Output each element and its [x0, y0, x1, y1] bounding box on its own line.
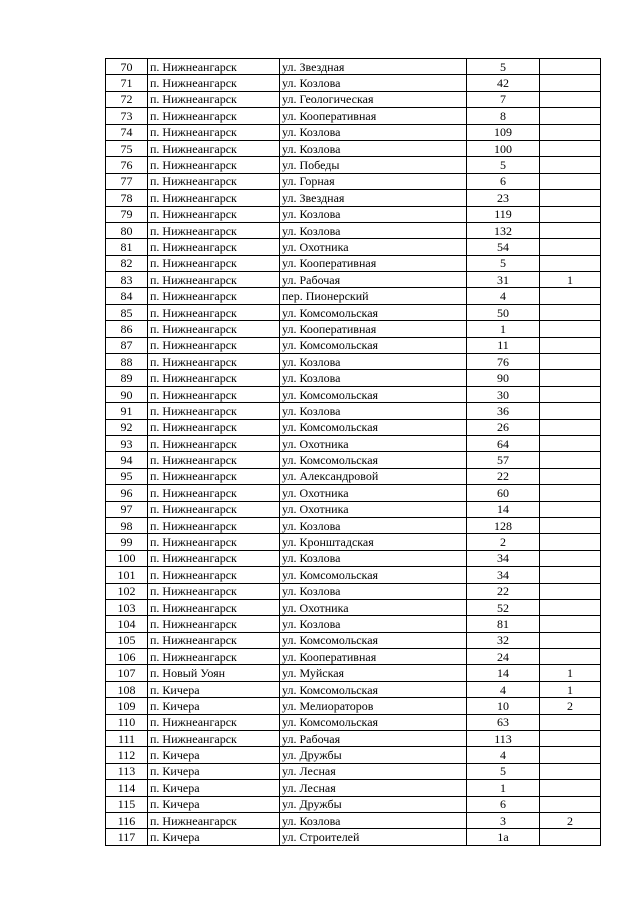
house-number-cell: 128	[467, 517, 540, 533]
row-number: 96	[106, 485, 148, 501]
extra-count-cell	[540, 468, 601, 484]
house-number-cell: 1	[467, 780, 540, 796]
house-number-cell: 36	[467, 403, 540, 419]
extra-count-cell	[540, 567, 601, 583]
row-number: 116	[106, 812, 148, 828]
row-number: 87	[106, 337, 148, 353]
settlement-cell: п. Нижнеангарск	[148, 255, 280, 271]
house-number-cell: 64	[467, 435, 540, 451]
settlement-cell: п. Нижнеангарск	[148, 272, 280, 288]
table-row	[106, 534, 601, 550]
row-number: 89	[106, 370, 148, 386]
settlement-cell: п. Кичера	[148, 747, 280, 763]
settlement-cell: п. Нижнеангарск	[148, 206, 280, 222]
row-number: 74	[106, 124, 148, 140]
street-cell: ул. Комсомольская	[280, 386, 467, 402]
street-cell: ул. Комсомольская	[280, 419, 467, 435]
row-number: 86	[106, 321, 148, 337]
street-cell: ул. Геологическая	[280, 91, 467, 107]
extra-count-cell	[540, 747, 601, 763]
table-row	[106, 354, 601, 370]
street-cell: ул. Комсомольская	[280, 567, 467, 583]
extra-count-cell	[540, 632, 601, 648]
extra-count-cell: 1	[540, 272, 601, 288]
address-table	[105, 58, 601, 846]
table-row	[106, 140, 601, 156]
street-cell: ул. Козлова	[280, 222, 467, 238]
table-row	[106, 747, 601, 763]
house-number-cell: 76	[467, 354, 540, 370]
street-cell: ул. Дружбы	[280, 747, 467, 763]
street-cell: ул. Козлова	[280, 403, 467, 419]
house-number-cell: 6	[467, 173, 540, 189]
settlement-cell: п. Нижнеангарск	[148, 468, 280, 484]
settlement-cell: п. Нижнеангарск	[148, 632, 280, 648]
settlement-cell: п. Нижнеангарск	[148, 321, 280, 337]
settlement-cell: п. Нижнеангарск	[148, 812, 280, 828]
table-row	[106, 583, 601, 599]
street-cell: ул. Козлова	[280, 124, 467, 140]
table-row	[106, 75, 601, 91]
table-row	[106, 419, 601, 435]
street-cell: ул. Дружбы	[280, 796, 467, 812]
row-number: 105	[106, 632, 148, 648]
row-number: 76	[106, 157, 148, 173]
street-cell: ул. Лесная	[280, 763, 467, 779]
row-number: 82	[106, 255, 148, 271]
settlement-cell: п. Кичера	[148, 681, 280, 697]
extra-count-cell	[540, 190, 601, 206]
settlement-cell: п. Нижнеангарск	[148, 304, 280, 320]
settlement-cell: п. Нижнеангарск	[148, 108, 280, 124]
street-cell: ул. Охотника	[280, 485, 467, 501]
street-cell: ул. Кооперативная	[280, 255, 467, 271]
settlement-cell: п. Нижнеангарск	[148, 354, 280, 370]
settlement-cell: п. Нижнеангарск	[148, 403, 280, 419]
house-number-cell: 22	[467, 468, 540, 484]
street-cell: ул. Кооперативная	[280, 649, 467, 665]
settlement-cell: п. Нижнеангарск	[148, 91, 280, 107]
table-row	[106, 108, 601, 124]
settlement-cell: п. Нижнеангарск	[148, 517, 280, 533]
table-row	[106, 632, 601, 648]
house-number-cell: 63	[467, 714, 540, 730]
street-cell: ул. Кронштадская	[280, 534, 467, 550]
street-cell: ул. Рабочая	[280, 272, 467, 288]
settlement-cell: п. Нижнеангарск	[148, 75, 280, 91]
row-number: 103	[106, 599, 148, 615]
table-row	[106, 321, 601, 337]
extra-count-cell	[540, 616, 601, 632]
house-number-cell: 23	[467, 190, 540, 206]
extra-count-cell	[540, 829, 601, 845]
extra-count-cell	[540, 304, 601, 320]
street-cell: ул. Комсомольская	[280, 452, 467, 468]
house-number-cell: 57	[467, 452, 540, 468]
extra-count-cell	[540, 370, 601, 386]
row-number: 106	[106, 649, 148, 665]
settlement-cell: п. Нижнеангарск	[148, 337, 280, 353]
row-number: 85	[106, 304, 148, 320]
table-row	[106, 452, 601, 468]
street-cell: ул. Рабочая	[280, 731, 467, 747]
street-cell: пер. Пионерский	[280, 288, 467, 304]
house-number-cell: 4	[467, 288, 540, 304]
row-number: 78	[106, 190, 148, 206]
house-number-cell: 4	[467, 681, 540, 697]
house-number-cell: 24	[467, 649, 540, 665]
house-number-cell: 5	[467, 763, 540, 779]
row-number: 75	[106, 140, 148, 156]
settlement-cell: п. Нижнеангарск	[148, 124, 280, 140]
house-number-cell: 5	[467, 59, 540, 75]
street-cell: ул. Козлова	[280, 583, 467, 599]
settlement-cell: п. Нижнеангарск	[148, 157, 280, 173]
street-cell: ул. Охотника	[280, 239, 467, 255]
row-number: 113	[106, 763, 148, 779]
house-number-cell: 54	[467, 239, 540, 255]
table-row	[106, 124, 601, 140]
table-row	[106, 681, 601, 697]
extra-count-cell	[540, 780, 601, 796]
house-number-cell: 42	[467, 75, 540, 91]
row-number: 93	[106, 435, 148, 451]
street-cell: ул. Кооперативная	[280, 321, 467, 337]
table-row	[106, 698, 601, 714]
table-row	[106, 714, 601, 730]
street-cell: ул. Козлова	[280, 354, 467, 370]
street-cell: ул. Козлова	[280, 206, 467, 222]
row-number: 72	[106, 91, 148, 107]
row-number: 94	[106, 452, 148, 468]
table-row	[106, 517, 601, 533]
house-number-cell: 11	[467, 337, 540, 353]
extra-count-cell	[540, 337, 601, 353]
table-row	[106, 386, 601, 402]
table-row	[106, 337, 601, 353]
extra-count-cell	[540, 452, 601, 468]
extra-count-cell	[540, 714, 601, 730]
street-cell: ул. Мелиораторов	[280, 698, 467, 714]
street-cell: ул. Комсомольская	[280, 681, 467, 697]
house-number-cell: 10	[467, 698, 540, 714]
extra-count-cell	[540, 435, 601, 451]
street-cell: ул. Кооперативная	[280, 108, 467, 124]
extra-count-cell	[540, 108, 601, 124]
house-number-cell: 81	[467, 616, 540, 632]
row-number: 117	[106, 829, 148, 845]
row-number: 110	[106, 714, 148, 730]
house-number-cell: 2	[467, 534, 540, 550]
extra-count-cell	[540, 288, 601, 304]
house-number-cell: 1	[467, 321, 540, 337]
row-number: 92	[106, 419, 148, 435]
house-number-cell: 6	[467, 796, 540, 812]
table-row	[106, 59, 601, 75]
house-number-cell: 34	[467, 567, 540, 583]
house-number-cell: 100	[467, 140, 540, 156]
settlement-cell: п. Нижнеангарск	[148, 714, 280, 730]
house-number-cell: 22	[467, 583, 540, 599]
extra-count-cell	[540, 419, 601, 435]
street-cell: ул. Строителей	[280, 829, 467, 845]
row-number: 83	[106, 272, 148, 288]
row-number: 99	[106, 534, 148, 550]
table-row	[106, 255, 601, 271]
table-row	[106, 829, 601, 845]
house-number-cell: 5	[467, 157, 540, 173]
extra-count-cell: 1	[540, 681, 601, 697]
table-row	[106, 272, 601, 288]
house-number-cell: 90	[467, 370, 540, 386]
row-number: 88	[106, 354, 148, 370]
extra-count-cell	[540, 206, 601, 222]
house-number-cell: 119	[467, 206, 540, 222]
house-number-cell: 14	[467, 501, 540, 517]
settlement-cell: п. Нижнеангарск	[148, 567, 280, 583]
house-number-cell: 52	[467, 599, 540, 615]
extra-count-cell	[540, 731, 601, 747]
row-number: 98	[106, 517, 148, 533]
street-cell: ул. Охотника	[280, 501, 467, 517]
extra-count-cell	[540, 403, 601, 419]
extra-count-cell	[540, 485, 601, 501]
settlement-cell: п. Кичера	[148, 780, 280, 796]
extra-count-cell	[540, 649, 601, 665]
street-cell: ул. Горная	[280, 173, 467, 189]
extra-count-cell	[540, 239, 601, 255]
house-number-cell: 31	[467, 272, 540, 288]
settlement-cell: п. Нижнеангарск	[148, 140, 280, 156]
table-row	[106, 812, 601, 828]
extra-count-cell	[540, 501, 601, 517]
settlement-cell: п. Нижнеангарск	[148, 485, 280, 501]
settlement-cell: п. Нижнеангарск	[148, 452, 280, 468]
table-row	[106, 731, 601, 747]
table-row	[106, 468, 601, 484]
table-row	[106, 649, 601, 665]
address-table-body	[106, 59, 601, 846]
street-cell: ул. Охотника	[280, 599, 467, 615]
house-number-cell: 34	[467, 550, 540, 566]
extra-count-cell: 2	[540, 698, 601, 714]
extra-count-cell	[540, 386, 601, 402]
row-number: 70	[106, 59, 148, 75]
table-row	[106, 206, 601, 222]
settlement-cell: п. Нижнеангарск	[148, 616, 280, 632]
street-cell: ул. Александровой	[280, 468, 467, 484]
settlement-cell: п. Нижнеангарск	[148, 288, 280, 304]
table-row	[106, 501, 601, 517]
settlement-cell: п. Нижнеангарск	[148, 731, 280, 747]
extra-count-cell	[540, 75, 601, 91]
street-cell: ул. Лесная	[280, 780, 467, 796]
settlement-cell: п. Нижнеангарск	[148, 534, 280, 550]
street-cell: ул. Победы	[280, 157, 467, 173]
row-number: 71	[106, 75, 148, 91]
street-cell: ул. Комсомольская	[280, 714, 467, 730]
extra-count-cell	[540, 59, 601, 75]
extra-count-cell	[540, 140, 601, 156]
row-number: 81	[106, 239, 148, 255]
row-number: 95	[106, 468, 148, 484]
extra-count-cell	[540, 763, 601, 779]
extra-count-cell	[540, 91, 601, 107]
street-cell: ул. Звездная	[280, 59, 467, 75]
settlement-cell: п. Кичера	[148, 829, 280, 845]
table-row	[106, 157, 601, 173]
settlement-cell: п. Нижнеангарск	[148, 239, 280, 255]
settlement-cell: п. Нижнеангарск	[148, 435, 280, 451]
street-cell: ул. Комсомольская	[280, 632, 467, 648]
extra-count-cell: 2	[540, 812, 601, 828]
row-number: 97	[106, 501, 148, 517]
house-number-cell: 30	[467, 386, 540, 402]
settlement-cell: п. Нижнеангарск	[148, 649, 280, 665]
house-number-cell: 5	[467, 255, 540, 271]
settlement-cell: п. Нижнеангарск	[148, 599, 280, 615]
extra-count-cell	[540, 583, 601, 599]
table-row	[106, 435, 601, 451]
table-row	[106, 599, 601, 615]
settlement-cell: п. Нижнеангарск	[148, 386, 280, 402]
row-number: 109	[106, 698, 148, 714]
row-number: 107	[106, 665, 148, 681]
extra-count-cell	[540, 354, 601, 370]
table-row	[106, 403, 601, 419]
extra-count-cell	[540, 517, 601, 533]
table-row	[106, 796, 601, 812]
row-number: 101	[106, 567, 148, 583]
house-number-cell: 113	[467, 731, 540, 747]
street-cell: ул. Козлова	[280, 550, 467, 566]
street-cell: ул. Комсомольская	[280, 337, 467, 353]
row-number: 80	[106, 222, 148, 238]
table-row	[106, 190, 601, 206]
extra-count-cell	[540, 599, 601, 615]
row-number: 112	[106, 747, 148, 763]
table-row	[106, 239, 601, 255]
extra-count-cell	[540, 157, 601, 173]
street-cell: ул. Козлова	[280, 370, 467, 386]
house-number-cell: 26	[467, 419, 540, 435]
house-number-cell: 7	[467, 91, 540, 107]
table-row	[106, 665, 601, 681]
row-number: 73	[106, 108, 148, 124]
table-row	[106, 304, 601, 320]
house-number-cell: 132	[467, 222, 540, 238]
settlement-cell: п. Нижнеангарск	[148, 222, 280, 238]
house-number-cell: 60	[467, 485, 540, 501]
house-number-cell: 32	[467, 632, 540, 648]
extra-count-cell	[540, 550, 601, 566]
row-number: 111	[106, 731, 148, 747]
table-row	[106, 222, 601, 238]
street-cell: ул. Звездная	[280, 190, 467, 206]
extra-count-cell	[540, 255, 601, 271]
extra-count-cell	[540, 321, 601, 337]
row-number: 100	[106, 550, 148, 566]
house-number-cell: 3	[467, 812, 540, 828]
row-number: 84	[106, 288, 148, 304]
street-cell: ул. Козлова	[280, 140, 467, 156]
house-number-cell: 14	[467, 665, 540, 681]
house-number-cell: 8	[467, 108, 540, 124]
table-row	[106, 616, 601, 632]
settlement-cell: п. Нижнеангарск	[148, 501, 280, 517]
table-row	[106, 288, 601, 304]
row-number: 90	[106, 386, 148, 402]
row-number: 79	[106, 206, 148, 222]
house-number-cell: 4	[467, 747, 540, 763]
settlement-cell: п. Нижнеангарск	[148, 173, 280, 189]
street-cell: ул. Козлова	[280, 75, 467, 91]
extra-count-cell	[540, 534, 601, 550]
settlement-cell: п. Кичера	[148, 763, 280, 779]
settlement-cell: п. Нижнеангарск	[148, 190, 280, 206]
settlement-cell: п. Кичера	[148, 796, 280, 812]
street-cell: ул. Комсомольская	[280, 304, 467, 320]
settlement-cell: п. Нижнеангарск	[148, 550, 280, 566]
row-number: 77	[106, 173, 148, 189]
settlement-cell: п. Нижнеангарск	[148, 59, 280, 75]
street-cell: ул. Козлова	[280, 517, 467, 533]
settlement-cell: п. Нижнеангарск	[148, 419, 280, 435]
street-cell: ул. Охотника	[280, 435, 467, 451]
extra-count-cell	[540, 222, 601, 238]
row-number: 115	[106, 796, 148, 812]
table-row	[106, 550, 601, 566]
table-row	[106, 91, 601, 107]
table-row	[106, 763, 601, 779]
row-number: 91	[106, 403, 148, 419]
street-cell: ул. Козлова	[280, 812, 467, 828]
extra-count-cell	[540, 173, 601, 189]
settlement-cell: п. Нижнеангарск	[148, 583, 280, 599]
table-row	[106, 173, 601, 189]
house-number-cell: 1а	[467, 829, 540, 845]
street-cell: ул. Муйская	[280, 665, 467, 681]
house-number-cell: 50	[467, 304, 540, 320]
street-cell: ул. Козлова	[280, 616, 467, 632]
table-row	[106, 780, 601, 796]
row-number: 102	[106, 583, 148, 599]
table-row	[106, 567, 601, 583]
settlement-cell: п. Кичера	[148, 698, 280, 714]
table-row	[106, 370, 601, 386]
extra-count-cell	[540, 796, 601, 812]
row-number: 108	[106, 681, 148, 697]
house-number-cell: 109	[467, 124, 540, 140]
table-row	[106, 485, 601, 501]
extra-count-cell: 1	[540, 665, 601, 681]
settlement-cell: п. Нижнеангарск	[148, 370, 280, 386]
row-number: 114	[106, 780, 148, 796]
extra-count-cell	[540, 124, 601, 140]
row-number: 104	[106, 616, 148, 632]
settlement-cell: п. Новый Уоян	[148, 665, 280, 681]
